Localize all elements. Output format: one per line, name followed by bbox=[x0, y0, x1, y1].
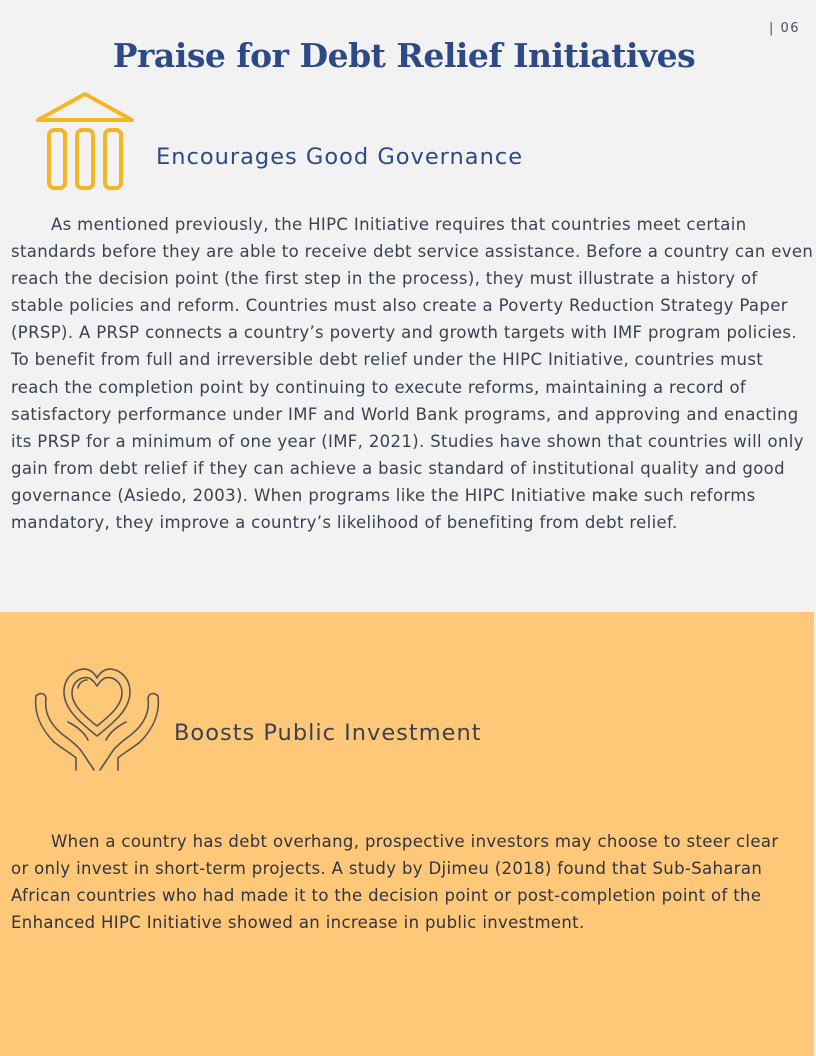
section-body-investment: When a country has debt overhang, prospective investors may choose to steer clear or only invest in short-term projects. A study by Djimeu (2018) found that Sub-Saharan African countries who had made it to the decision point or post-completion point of the Enhanced HIPC Initiative showed an increase in public investment. bbox=[11, 832, 779, 933]
hands-holding-heart-icon bbox=[32, 662, 162, 772]
government-building-icon bbox=[34, 90, 136, 192]
section-heading-investment: Boosts Public Investment bbox=[174, 720, 482, 746]
section-body-governance: As mentioned previously, the HIPC Initiative requires that countries meet certain standards before they are able to receive debt service assistance. Before a country can even reach the decision point (the first step in the process), they must illustrate a history of stable policies and reform. Countries must also create a Poverty Reduction Strategy Paper (PRSP). A PRSP connects a country’s poverty and growth targets with IMF program policies. To benefit from full and irreversible debt relief under the HIPC Initiative, countries must reach the completion point by continuing to execute reforms, maintaining a record of satisfactory performance under IMF and World Bank programs, and approving and enacting its PRSP for a minimum of one year (IMF, 2021). Studies have shown that countries will only gain from debt relief if they can achieve a basic standard of institutional quality and good governance (Asiedo, 2003). When programs like the HIPC Initiative make such reforms mandatory, they improve a country’s likelihood of benefiting from debt relief. bbox=[11, 215, 814, 533]
page-number: | 06 bbox=[768, 21, 800, 36]
page-title: Praise for Debt Relief Initiatives bbox=[112, 36, 696, 76]
section-heading-governance: Encourages Good Governance bbox=[156, 144, 524, 170]
